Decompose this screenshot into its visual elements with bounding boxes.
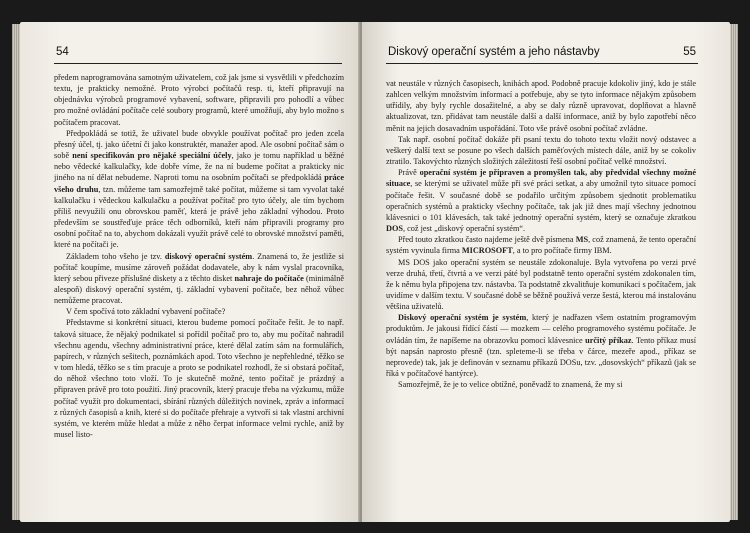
left-running-head xyxy=(56,46,342,58)
bold-term: Diskový operační systém je systém xyxy=(398,313,527,323)
right-paragraph xyxy=(386,78,696,134)
left-paragraph xyxy=(54,306,344,317)
bold-term: není specifikován pro nějaké speciální účely xyxy=(72,151,232,161)
right-body-text xyxy=(386,78,696,390)
bold-term: určitý příkaz xyxy=(585,335,632,345)
text-run: , se kterými se uživatel může při své práci setkat, a aby umožnil tyto situace pomocí počítače řešit. V současné době se podařilo určitým způsobem sjednotit problematiku operačních systémů a prakticky všechny počítače, tak jak již dnes mají všechny jednotnou klávesnici o 101 klávesách, tak také jednotný operační systém, který se označuje zkratkou xyxy=(386,179,696,222)
bold-term: nahraje do počítače xyxy=(234,273,304,283)
bold-term: DOS xyxy=(386,224,403,234)
right-page xyxy=(362,22,730,522)
text-run: , a to pro počítače firmy IBM. xyxy=(512,246,612,256)
right-running-head xyxy=(388,46,696,58)
text-run: Představme si konkrétní situaci, kterou budeme pomocí počítače řešit. Je to např. taková situace, že nějaký podnikatel si pořídil počítač pro to, aby mu počítač nahradil všechnu agendu, všechny administrativní práce, které dělal zatím sám na formulářích, papírech, v různých sešitech, poznámkách apod. Toto všechno je nepřehledné, těžko se v tom hledá, těžko se s tím pracuje a proto se podnikatel rozhodl, že si obstará počítač, do něhož všechno toto vloží. To je skutečně možné, tento počítač je prázdný a připraven právě pro toto použití. Jiný pracovník, který pracuje třeba na výzkumu, může počítač využít pro dokumentaci, sbírání různých důležitých novinek, zpráv a informací z různých časopisů a knih, které si do počítače přehraje a vytvoří si tak vlastní archivní systém, ve kterém může hledat a může z něho čerpat informace velmi rychle, aniž by musel listo- xyxy=(54,318,344,439)
bold-term: MS xyxy=(575,235,589,245)
right-paragraph xyxy=(386,257,696,313)
left-paragraph xyxy=(54,317,344,440)
right-page-number: 55 xyxy=(683,46,696,58)
text-run: vat neustále v různých časopisech, knihách apod. Podobně pracuje kdokoliv jiný, kdo je stále zahlcen velkým množstvím informací a potřebuje, aby se tyto informace nějakým způsobem utřídily, aby byly rychle dosažitelné, a aby se daly různě upravovat, doplňovat a hlavně aktualizovat, tzn. přidávat tam neustále další a další informace, aniž by bylo zapotřebí něco měnit na jejich dosavadním uspořádání. Toto vše právě osobní počítač zvládne. xyxy=(386,79,696,133)
text-run: , tzn. můžeme tam samozřejmě také počítat, můžeme si tam vyvolat také kalkulačku i vědeckou kalkulačku a používat počítač pro tyto účely, ale tím bychom příliš nevyužili onu obrovskou paměť, která je právě jeho základní výhodou. Proto především se soustřeďuje práce těch odborníků, kteří nám připravili programy pro osobní počítač na to, abychom dokázali využít právě celé to obrovské množství paměti, které na počítači je. xyxy=(54,184,344,250)
right-header-rule xyxy=(386,63,698,64)
right-paragraph xyxy=(386,312,696,379)
bold-term: práce všeho druhu xyxy=(54,173,344,194)
text-run: . Tento příkaz musí být napsán naprosto přesně (tzn. spleteme-li se třeba v čárce, mezeře apod., příkaz se neprovede) tak, jak je definován v seznamu příkazů DOSu, tzv. „dosovských“ příkazů (jak se říká v počítačové hantýrce). xyxy=(386,335,696,379)
text-run: MS DOS jako operační systém se neustále zdokonaluje. Byla vytvořena po verzi prvé verze druhá, třetí, čtvrtá a ve verzi páté byl podstatně tento operační systém zdokonalen tím, že k němu byla připojena tzv. nástavba. Ta podstatně zkvalitňuje komunikaci s počítačem, jak uvidíme v dalším textu. V současné době se běžně používá verze šestá, kterou má instalovánu většina uživatelů. xyxy=(386,257,696,312)
text-run: , což jest „diskový operační systém“. xyxy=(402,224,526,234)
left-body-text xyxy=(54,72,344,440)
text-run: , jako je tomu například u běžné nebo vědecké kalkulačky, kde dobře víme, že na ní budeme počítat a prakticky nic jiného na ní dělat nebudeme. Naproti tomu na osobním počítači se předpokládá xyxy=(54,151,344,183)
text-run: , který je nadřazen všem ostatním programovým produktům. Je jakousi řídící částí — mozkem — celého programového systému počítače. Je ovládán tím, že napíšeme na obrazovku pomocí klávesnice xyxy=(386,313,696,345)
text-run: , což znamená, že tento operační systém vyvinula firma xyxy=(386,235,696,256)
bold-term: diskový operační systém xyxy=(164,251,253,261)
text-run: V čem spočívá toto základní vybavení počítače? xyxy=(66,307,226,317)
left-paragraph xyxy=(54,251,344,307)
right-paragraph xyxy=(386,379,696,390)
bold-term: operační systém je připraven a promyšlen tak, aby předvídal všechny možné situace xyxy=(386,168,696,189)
right-paragraph xyxy=(386,234,696,256)
left-paragraph xyxy=(54,128,344,251)
text-run: Samozřejmě, že je to velice obtížné, poněvadž to znamená, že my si xyxy=(398,380,623,390)
text-run: . Znamená to, že jestliže si počítač koupíme, musíme zároveň požádat dodavatele, aby k nám vyslal pracovníka, který sebou přiveze příslušné diskety a z těchto disket xyxy=(54,251,344,283)
text-run: (minimálně alespoň) diskový operační systém, tj. základní vybavení počítače, bez něhož vůbec nemůžeme pracovat. xyxy=(54,273,344,306)
left-header-rule xyxy=(54,63,342,64)
right-paragraph xyxy=(386,134,696,167)
right-page-edges xyxy=(730,24,738,520)
left-paragraph xyxy=(54,72,344,128)
text-run: Tak např. osobní počítač dokáže při psaní textu do tohoto textu vložit nový odstavec a veškerý další text se posune po všech dalších paměťových místech dále, aniž by se cokoliv ztratilo. Takovýchto různých složitých záležitostí řeší osobní počítač velké množství. xyxy=(386,134,696,167)
left-page-number: 54 xyxy=(56,46,69,58)
text-run: Právě xyxy=(398,168,420,178)
right-paragraph xyxy=(386,167,696,234)
text-run: předem naprogramována samotným uživatelem, což jak jsme si vysvětlili v předchozím textu, je prakticky nemožné. Proto výrobci počítačů resp. ti, kteří připravují na objednávku výrobců programové vybavení, software, připravili pro pohodlí a vůbec pro možné ovládání počítače celé soubory programů, které umožňují, aby bylo možno s počítačem pracovat. xyxy=(54,73,344,127)
right-chapter-title: Diskový operační systém a jeho nástavby xyxy=(388,46,600,58)
left-page-edges xyxy=(12,24,20,520)
left-page xyxy=(20,22,360,522)
text-run: Před touto zkratkou často najdeme ještě dvě písmena xyxy=(398,235,576,245)
text-run: Základem toho všeho je tzv. xyxy=(66,251,165,261)
text-run: Předpokládá se totiž, že uživatel bude obvykle používat počítač pro jeden zcela přesný účel, tj. jako účetní či jako konstruktér, manažer apod. Ale osobní počítač sám o sobě xyxy=(54,128,344,161)
bold-term: MICROSOFT xyxy=(461,246,513,256)
